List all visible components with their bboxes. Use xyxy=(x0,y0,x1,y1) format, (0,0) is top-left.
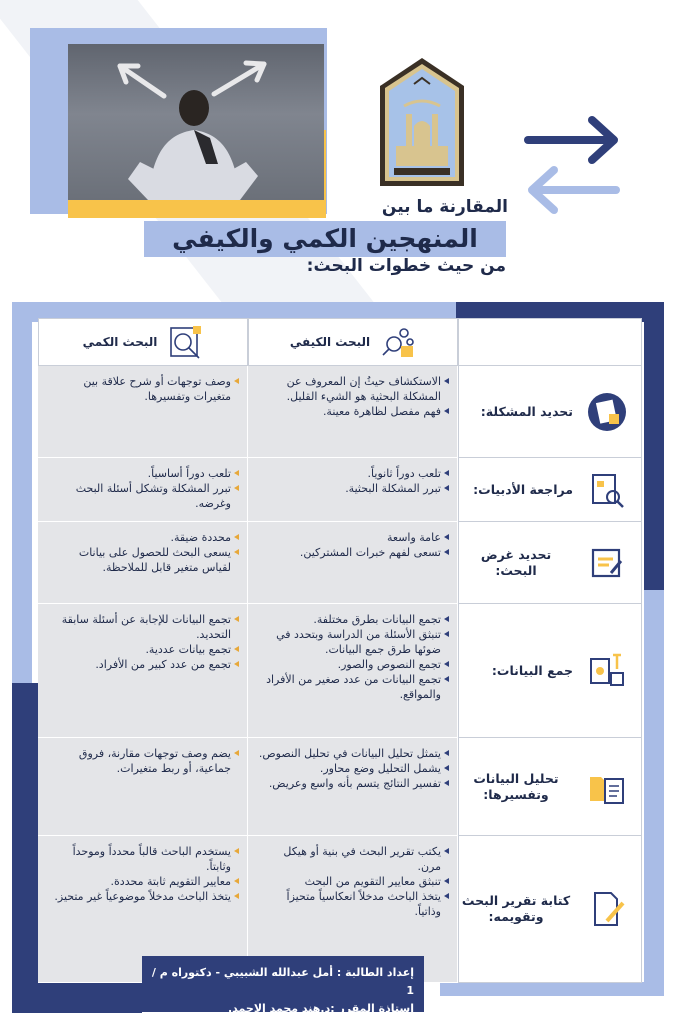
header-empty xyxy=(458,318,642,366)
list-item: يكتب تقرير البحث في بنية أو هيكل مرن. xyxy=(258,844,449,874)
step-label-cell xyxy=(458,522,642,604)
qualitative-cell xyxy=(248,458,458,522)
step-label-cell xyxy=(458,604,642,738)
list-item: فهم مفصل لظاهرة معينة. xyxy=(258,404,449,419)
list-item: تسعى لفهم خبرات المشتركين. xyxy=(258,545,449,560)
list-item: يتمثل تحليل البيانات في تحليل النصوص. xyxy=(258,746,449,761)
list-item: تجمع البيانات للإجابة عن أسئلة سابقة التحديد. xyxy=(48,612,239,642)
step-label: تحديد غرض البحث: xyxy=(480,546,552,578)
credits-author: إعداد الطالبة : أمل عبدالله الشبيبي - دكتوراه م / 1 xyxy=(151,966,414,997)
list-item: يضم وصف توجهات مقارنة، فروق جماعية، أو ربط متغيرات. xyxy=(48,746,239,776)
table-row xyxy=(38,604,642,738)
data-collection-icon xyxy=(587,651,627,691)
list-item: تجمع البيانات بطرق مختلفة. xyxy=(258,612,449,627)
table-row xyxy=(38,738,642,836)
list-item: يتخذ الباحث مدخلاً موضوعياً غير متحيز. xyxy=(48,889,239,904)
list-item: وصف توجهات أو شرح علاقة بين متغيرات وتفسيرها. xyxy=(48,374,239,404)
document-search-icon xyxy=(587,470,627,510)
list-item: معايير التقويم ثابتة محددة. xyxy=(48,874,239,889)
list-item: تنبثق معايير التقويم من البحث xyxy=(258,874,449,889)
header-qualitative xyxy=(248,318,458,366)
list-item: يستخدم الباحث قالباً محدداً وموحداً وثابتاً. xyxy=(48,844,239,874)
list-item: محددة ضيقة. xyxy=(48,530,239,545)
qualitative-cell xyxy=(248,366,458,458)
qualitative-cell xyxy=(248,604,458,738)
step-label: تحديد المشكلة: xyxy=(480,403,573,419)
step-label: مراجعة الأدبيات: xyxy=(473,481,573,497)
frame-bar xyxy=(440,982,664,996)
list-item: يتخذ الباحث مدخلاً انعكاسياً متحيزاً وذاتياً. xyxy=(258,889,449,919)
exchange-arrows-icon xyxy=(522,116,622,216)
write-report-icon xyxy=(587,889,627,929)
title-block xyxy=(88,197,508,217)
step-label-cell xyxy=(458,738,642,836)
list-item: الاستكشاف حيثُ إن المعروف عن المشكلة البحثية هو الشيء القليل. xyxy=(258,374,449,404)
step-label-cell xyxy=(458,458,642,522)
list-item: تلعب دوراً أساسياً. xyxy=(48,466,239,481)
quantitative-cell xyxy=(38,458,248,522)
step-label-cell xyxy=(458,366,642,458)
document-check-icon xyxy=(587,392,627,432)
step-label: تحليل البيانات وتفسيرها: xyxy=(473,770,559,802)
quantitative-cell xyxy=(38,604,248,738)
qualitative-cell xyxy=(248,738,458,836)
quantitative-cell xyxy=(38,738,248,836)
list-item: تفسير النتائج يتسم بأنه واسع وعريض. xyxy=(258,776,449,791)
comparison-table xyxy=(38,318,642,983)
table-row xyxy=(38,522,642,604)
list-item: تجمع بيانات عددية. xyxy=(48,642,239,657)
step-label: جمع البيانات: xyxy=(491,662,573,678)
qualitative-research-icon xyxy=(380,324,416,360)
list-item: عامة واسعة xyxy=(258,530,449,545)
list-item: تجمع البيانات من عدد صغير من الأفراد والمواقع. xyxy=(258,672,449,702)
header-quantitative-label: البحث الكمي xyxy=(82,335,158,349)
quantitative-research-icon xyxy=(167,324,203,360)
list-item: تبرر المشكلة وتشكل أسئلة البحث وغرضه. xyxy=(48,481,239,511)
title-line-3: من حيث خطوات البحث: xyxy=(306,256,506,276)
frame-bar xyxy=(644,302,664,592)
frame-bar xyxy=(644,590,664,996)
list-item: تبرر المشكلة البحثية. xyxy=(258,481,449,496)
step-label: كتابة تقرير البحث وتقويمه: xyxy=(461,893,571,924)
folder-document-icon xyxy=(587,767,627,807)
frame-bar xyxy=(12,302,32,702)
list-item: يشمل التحليل وضع محاور. xyxy=(258,761,449,776)
header-qualitative-label: البحث الكيفي xyxy=(289,335,371,349)
qualitative-cell xyxy=(248,522,458,604)
header-quantitative xyxy=(38,318,248,366)
table-row xyxy=(38,458,642,522)
quantitative-cell xyxy=(38,366,248,458)
edit-document-icon xyxy=(587,543,627,583)
step-label-cell xyxy=(458,836,642,983)
quantitative-cell xyxy=(38,522,248,604)
university-logo xyxy=(376,56,468,188)
decision-photo xyxy=(68,44,324,200)
credits-instructor: استاذة المقرر :د.هند محمد الاحمد. xyxy=(228,1002,414,1015)
title-line-1: المقارنة ما بين xyxy=(381,197,508,217)
credits-box xyxy=(142,956,424,1015)
list-item: تجمع النصوص والصور. xyxy=(258,657,449,672)
frame-bar xyxy=(12,983,142,1013)
list-item: تلعب دوراً ثانوياً. xyxy=(258,466,449,481)
title-line-2: المنهجين الكمي والكيفي xyxy=(172,224,478,253)
list-item: تنبثق الأسئلة من الدراسة وبتحدد في ضوئها طرق جمع البيانات. xyxy=(258,627,449,657)
list-item: تجمع من عدد كبير من الأفراد. xyxy=(48,657,239,672)
list-item: يسعى البحث للحصول على بيانات لقياس متغير قابل للملاحظة. xyxy=(48,545,239,575)
table-row xyxy=(38,366,642,458)
